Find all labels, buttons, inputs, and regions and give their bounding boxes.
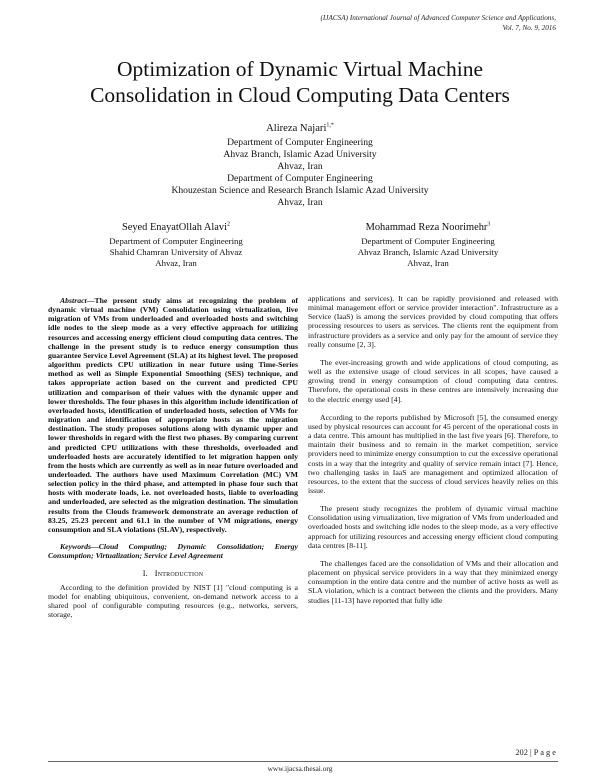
- keywords: Keywords—Cloud Computing; Dynamic Consolidation; Energy Consumption; Virtualization; Service Level Agreement: [48, 542, 298, 561]
- author3-affiliation-line: Ahvaz, Iran: [407, 258, 449, 268]
- main-author-affiliation-line: Ahvaz, Iran: [277, 161, 323, 172]
- body-paragraph: The present study recognizes the problem of dynamic virtual machine Consolidation using virtualization, live migration of VMs from underloaded and overloaded hosts and switching idle nodes to the sleep mode, as a very effective approach for utilizing resources and accessing energy efficient cloud computing data centres [8-11].: [308, 504, 558, 550]
- section-title: Introduction: [154, 569, 204, 579]
- journal-website[interactable]: www.ijacsa.thesai.org: [267, 764, 333, 773]
- main-author-affiliation-line: Khouzestan Science and Research Branch Islamic Azad University: [171, 185, 429, 196]
- main-author-affiliation-line: Department of Computer Engineering: [227, 137, 373, 148]
- paper-title-line1: Optimization of Dynamic Virtual Machine: [116, 57, 484, 81]
- author2-name: Seyed EnayatOllah Alavi$^2$: [121, 221, 231, 233]
- right-column: [308, 294, 558, 614]
- page-number: 202 | P a g e: [515, 748, 556, 757]
- author2-affiliation-line: Shahid Chamran University of Ahvaz: [109, 247, 243, 257]
- intro-paragraph: According to the definition provided by NIST [1] "cloud computing is a model for enabling ubiquitous, convenient, on-demand network access to a shared pool of configurable computing resources (e.g., networks, servers, storage,: [48, 582, 298, 619]
- author2-affiliation-line: Department of Computer Engineering: [109, 236, 243, 246]
- paper-title-line2: Consolidation in Cloud Computing Data Centers: [90, 83, 510, 107]
- author2-affiliation-line: Ahvaz, Iran: [155, 258, 197, 268]
- author2-block: [76, 222, 276, 269]
- author3-block: [328, 222, 528, 269]
- author3-affiliation-line: Department of Computer Engineering: [361, 236, 495, 246]
- main-author-affiliation-line: Ahvaz, Iran: [277, 197, 323, 208]
- footer-rule: [48, 761, 558, 762]
- journal-header-line2: Vol. 7, No. 9, 2016: [502, 23, 556, 32]
- main-author-affiliation-line: Ahvaz Branch, Islamic Azad University: [223, 149, 377, 160]
- main-author-sup: 1,*: [326, 122, 334, 129]
- section-number: I.: [142, 569, 148, 579]
- main-author-name: Alireza Najari$^{1,*}$: [266, 122, 334, 134]
- left-column: [48, 296, 298, 619]
- paper-title: [0, 56, 600, 108]
- abstract-text: —The present study aims at recognizing the problem of dynamic virtual machine (VM) Consolidation using virtualization, live migration of VMs from underloaded and overloaded hosts and switching idle nodes to the sleep mode as a very effective approach for utilizing resources and accessing energy efficient cloud computing data centres. The challenge in the present study is to reduce energy consumption thus guarantee Service Level Agreement (SLA) at its highest level. The proposed algorithm predicts CPU utilization in near future using Time-Series method as well as Simple Exponential Smoothing (SES) technique, and takes appropriate action based on the current and predicted CPU utilization and comparison of their values with the dynamic upper and lower thresholds. The four phases in this algorithm include identification of overloaded hosts, identification of underloaded hosts, selection of VMs for migration and identification of appropriate hosts as the migration destination. The study proposes solutions along with dynamic upper and lower thresholds in regard with the first two phases. By comparing current and predicted CPU utilizations with these thresholds, overloaded and underloaded hosts are accurately identified to let migration happen only from the hosts which are currently as well as in near future overloaded and underloaded. The authors have used Maximum Correlation (MC) VM selection policy in the third phase, and attempted in phase four such that hosts with moderate loads, i.e. not overloaded hosts, liable to overloading and underloaded, are selected as the migration destination. The simulation results from the Clouds framework demonstrate an average reduction of 83.25, 25.23 percent and 61.1 in the number of VM migrations, energy consumption and SLA violations (SLAV), respectively.: [48, 296, 298, 534]
- section-heading: [48, 569, 298, 578]
- journal-header: [321, 14, 556, 33]
- main-author-block: [0, 123, 600, 209]
- body-paragraph: According to the reports published by Microsoft [5], the consumed energy used by physical resources can account for 45 percent of the operational costs in a data centre. This amount has multiplied in the last five years [6]. Therefore, to maintain their business and to remain in the market competition, service providers need to minimize energy consumption to cut the excessive operational costs in a way that the integrity and quality of service remain intact [7]. Hence, two challenging tasks in IaaS are management and optimized allocation of resources, to the extent that the success of cloud services heavily relies on this issue.: [308, 412, 558, 495]
- body-paragraph: The challenges faced are the consolidation of VMs and their allocation and placement on physical service providers in a way that they minimized energy consumption in the entire data centre and the number of active hosts as well as SLA violation, which is a contract between the clients and the providers. Many studies [11-13] have reported that fully idle: [308, 558, 558, 605]
- abstract: [48, 296, 298, 534]
- main-author-affiliation-line: Department of Computer Engineering: [227, 173, 373, 184]
- body-paragraph: The ever-increasing growth and wide applications of cloud computing, as well as the extensive usage of cloud services in all scopes, have caused a growing trend in energy consumption of cloud computing data centres. Therefore, the operational costs in these centres are intensively increasing due to the electric energy used [4].: [308, 357, 558, 404]
- abstract-lead: Abstract: [60, 296, 87, 305]
- author3-name: Mohammad Reza Noorimehr$^3$: [365, 221, 491, 233]
- body-paragraph: applications and services). It can be rapidly provisioned and released with minimal management effort or service provider interaction". Infrastructure as a Service (IaaS) is among the services provided by cloud computing that offers processing resources to users as services. The clients rent the equipment from infrastructure providers as a service and only pay for the amount of service they really consume [2, 3].: [308, 294, 558, 349]
- journal-header-line1: (IJACSA) International Journal of Advanced Computer Science and Applications,: [320, 14, 556, 22]
- author3-affiliation-line: Ahvaz Branch, Islamic Azad University: [357, 247, 499, 257]
